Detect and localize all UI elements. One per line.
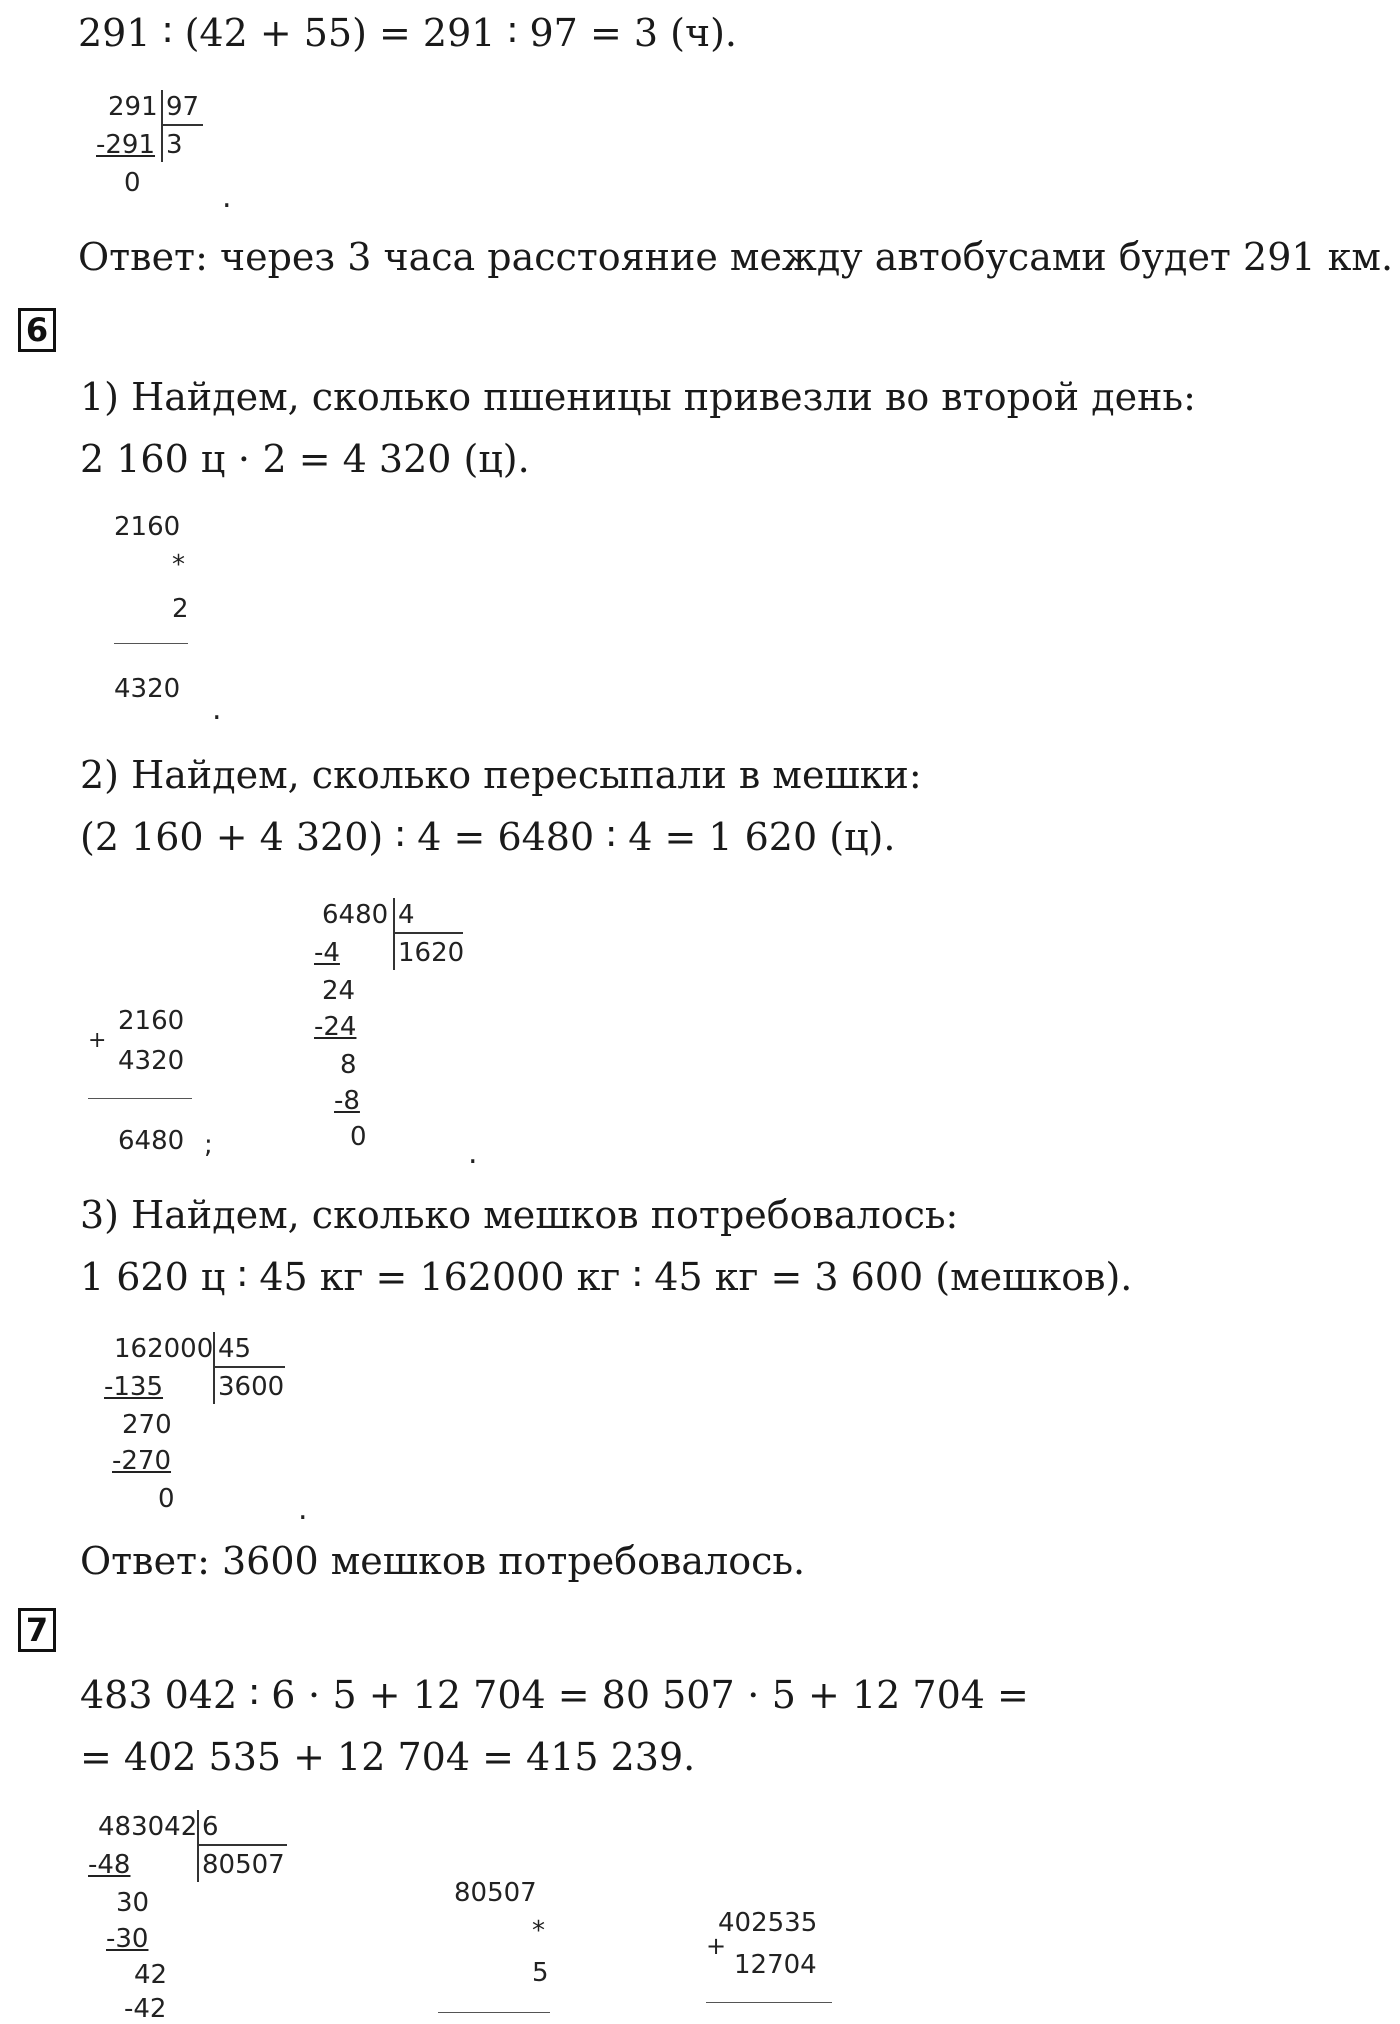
step-r2: 30: [116, 1888, 150, 1918]
period: .: [468, 1136, 478, 1171]
divisor: 6: [202, 1812, 219, 1842]
dividend: 291: [108, 92, 158, 122]
task-number-7: 7: [18, 1608, 56, 1652]
division-horizontal-line: [393, 932, 463, 934]
addend-a: 402535: [718, 1908, 818, 1938]
task-number-6: 6: [18, 308, 56, 352]
step-r5: -8: [334, 1086, 360, 1116]
factor-a: 80507: [454, 1878, 537, 1908]
quotient: 3: [166, 130, 183, 160]
operator: *: [532, 1916, 545, 1946]
step-r3: -270: [112, 1446, 172, 1476]
step-r3: -24: [314, 1012, 357, 1042]
quotient: 3600: [218, 1372, 285, 1402]
task6-eq3: 1 620 ц ∶ 45 кг = 162000 кг ∶ 45 кг = 3 600 (мешков).: [80, 1255, 1133, 1299]
dividend: 162000: [114, 1334, 214, 1364]
product: 4320: [114, 674, 181, 704]
dividend: 6480: [322, 900, 389, 930]
step-r4: 8: [340, 1050, 357, 1080]
period: .: [212, 692, 222, 727]
step-r1: -135: [104, 1372, 164, 1402]
result-line: [114, 643, 188, 644]
task7-eq2: = 402 535 + 12 704 = 415 239.: [80, 1735, 696, 1779]
task7-eq1: 483 042 ∶ 6 ⋅ 5 + 12 704 = 80 507 ⋅ 5 + 12 704 =: [80, 1673, 1029, 1717]
task6-eq1: 2 160 ц ⋅ 2 = 4 320 (ц).: [80, 437, 530, 481]
addend-a: 2160: [118, 1006, 185, 1036]
answer-top: Ответ: через 3 часа расстояние между автобусами будет 291 км.: [78, 235, 1394, 279]
step-r3: -30: [106, 1924, 149, 1954]
step-r1: -48: [88, 1850, 131, 1880]
step-r4: 0: [158, 1484, 175, 1514]
semicolon: ;: [204, 1130, 213, 1160]
step-r5: -42: [124, 1994, 167, 2024]
factor-a: 2160: [114, 512, 181, 542]
period: .: [222, 180, 232, 215]
division-vertical-line: [393, 898, 395, 970]
dividend: 483042: [98, 1812, 198, 1842]
sum-line: [706, 2002, 832, 2003]
step-r2: 24: [322, 976, 356, 1006]
task6-step3: 3) Найдем, сколько мешков потребовалось:: [80, 1193, 959, 1237]
plus-operator: +: [88, 1028, 107, 1053]
subtrahend: -291: [96, 130, 156, 160]
task6-step2: 2) Найдем, сколько пересыпали в мешки:: [80, 753, 922, 797]
sum: 6480: [118, 1126, 185, 1156]
task6-step1: 1) Найдем, сколько пшеницы привезли во второй день:: [80, 375, 1196, 419]
plus-operator: +: [706, 1932, 727, 1960]
division-vertical-line: [197, 1810, 199, 1882]
task6-eq2: (2 160 + 4 320) ∶ 4 = 6480 ∶ 4 = 1 620 (ц).: [80, 815, 896, 859]
operator: *: [172, 550, 185, 580]
remainder: 0: [124, 168, 141, 198]
result-line: [438, 2012, 550, 2013]
sum-line: [88, 1098, 192, 1099]
step-r6: 0: [350, 1122, 367, 1152]
divisor: 97: [166, 92, 200, 122]
divisor: 45: [218, 1334, 252, 1364]
step-r2: 270: [122, 1410, 172, 1440]
factor-b: 2: [172, 594, 189, 624]
factor-b: 5: [532, 1958, 549, 1988]
step-r4: 42: [134, 1960, 168, 1990]
period: .: [298, 1492, 308, 1527]
division-horizontal-line: [197, 1844, 287, 1846]
equation-top: 291 ∶ (42 + 55) = 291 ∶ 97 = 3 (ч).: [78, 11, 737, 55]
division-horizontal-line: [161, 124, 203, 126]
addend-b: 4320: [118, 1046, 185, 1076]
addend-b: 12704: [734, 1950, 817, 1980]
divisor: 4: [398, 900, 415, 930]
division-horizontal-line: [213, 1366, 285, 1368]
step-r1: -4: [314, 938, 340, 968]
division-vertical-line: [161, 90, 163, 162]
quotient: 1620: [398, 938, 465, 968]
division-vertical-line: [213, 1332, 215, 1404]
quotient: 80507: [202, 1850, 285, 1880]
task6-answer: Ответ: 3600 мешков потребовалось.: [80, 1539, 806, 1583]
